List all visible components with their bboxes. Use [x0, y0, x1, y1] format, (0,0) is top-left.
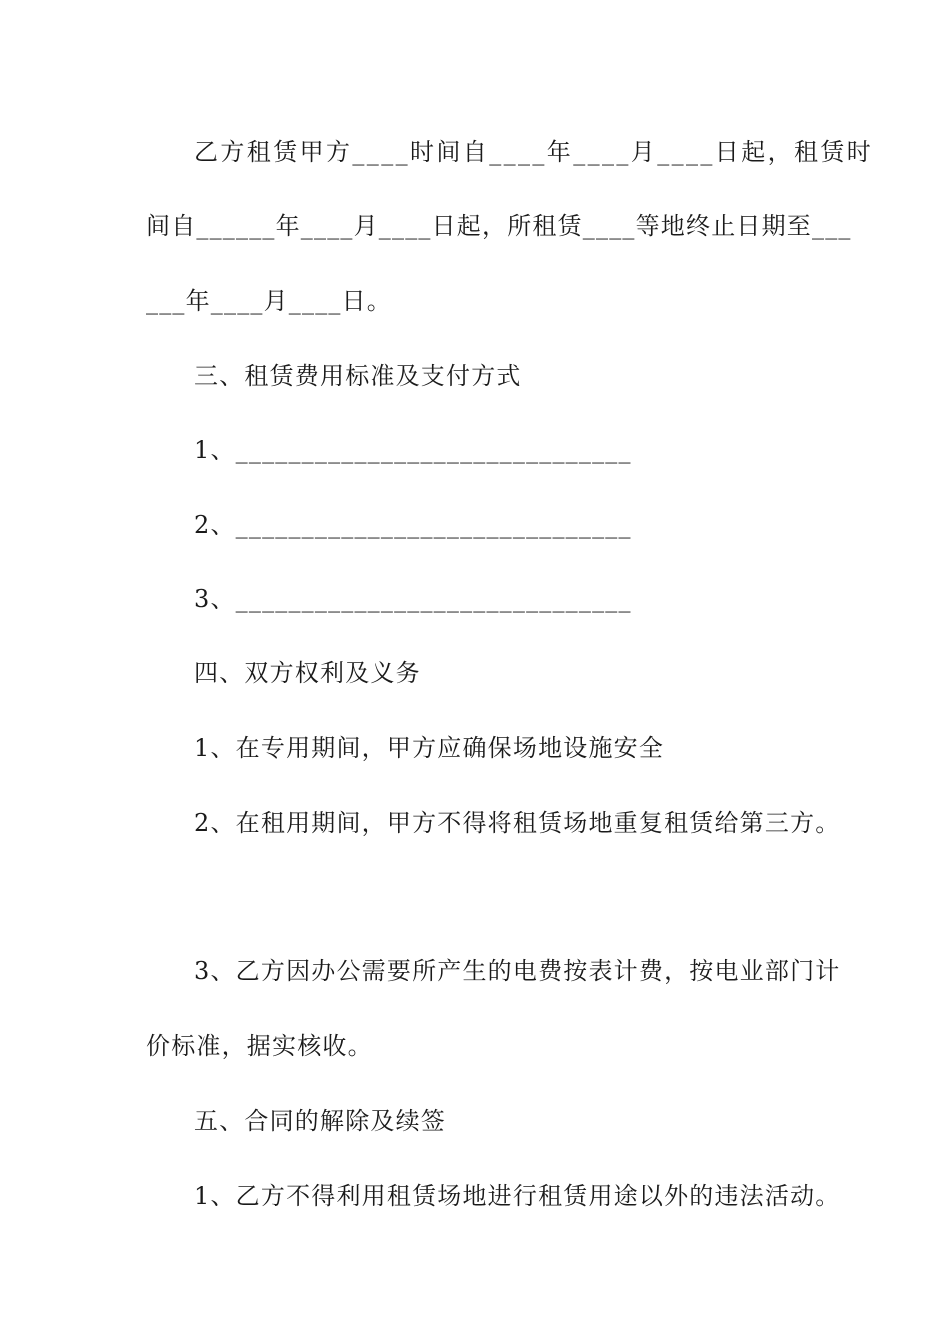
paragraph-lease-period-line-1: 乙方租赁甲方____时间自____年____月____日起，租赁时	[194, 138, 874, 166]
rights-item-2: 2、在租用期间，甲方不得将租赁场地重复租赁给第三方。	[194, 809, 841, 837]
rights-item-3-line-2: 价标准，据实核收。	[146, 1032, 373, 1060]
paragraph-lease-period-line-3: ___年____月____日。	[146, 287, 392, 315]
fee-item-2: 2、______________________________	[194, 511, 632, 539]
fee-item-3: 3、______________________________	[194, 585, 632, 613]
section-heading-fees: 三、租赁费用标准及支付方式	[194, 362, 522, 390]
section-heading-termination: 五、合同的解除及续签	[194, 1107, 446, 1135]
fee-item-1: 1、______________________________	[194, 436, 632, 464]
paragraph-lease-period-line-2: 间自______年____月____日起，所租赁____等地终止日期至___	[146, 212, 852, 240]
rights-item-1: 1、在专用期间，甲方应确保场地设施安全	[194, 734, 665, 762]
termination-item-1: 1、乙方不得利用租赁场地进行租赁用途以外的违法活动。	[194, 1182, 841, 1210]
rights-item-3-line-1: 3、乙方因办公需要所产生的电费按表计费，按电业部门计	[194, 957, 841, 985]
section-heading-rights: 四、双方权利及义务	[194, 659, 421, 687]
